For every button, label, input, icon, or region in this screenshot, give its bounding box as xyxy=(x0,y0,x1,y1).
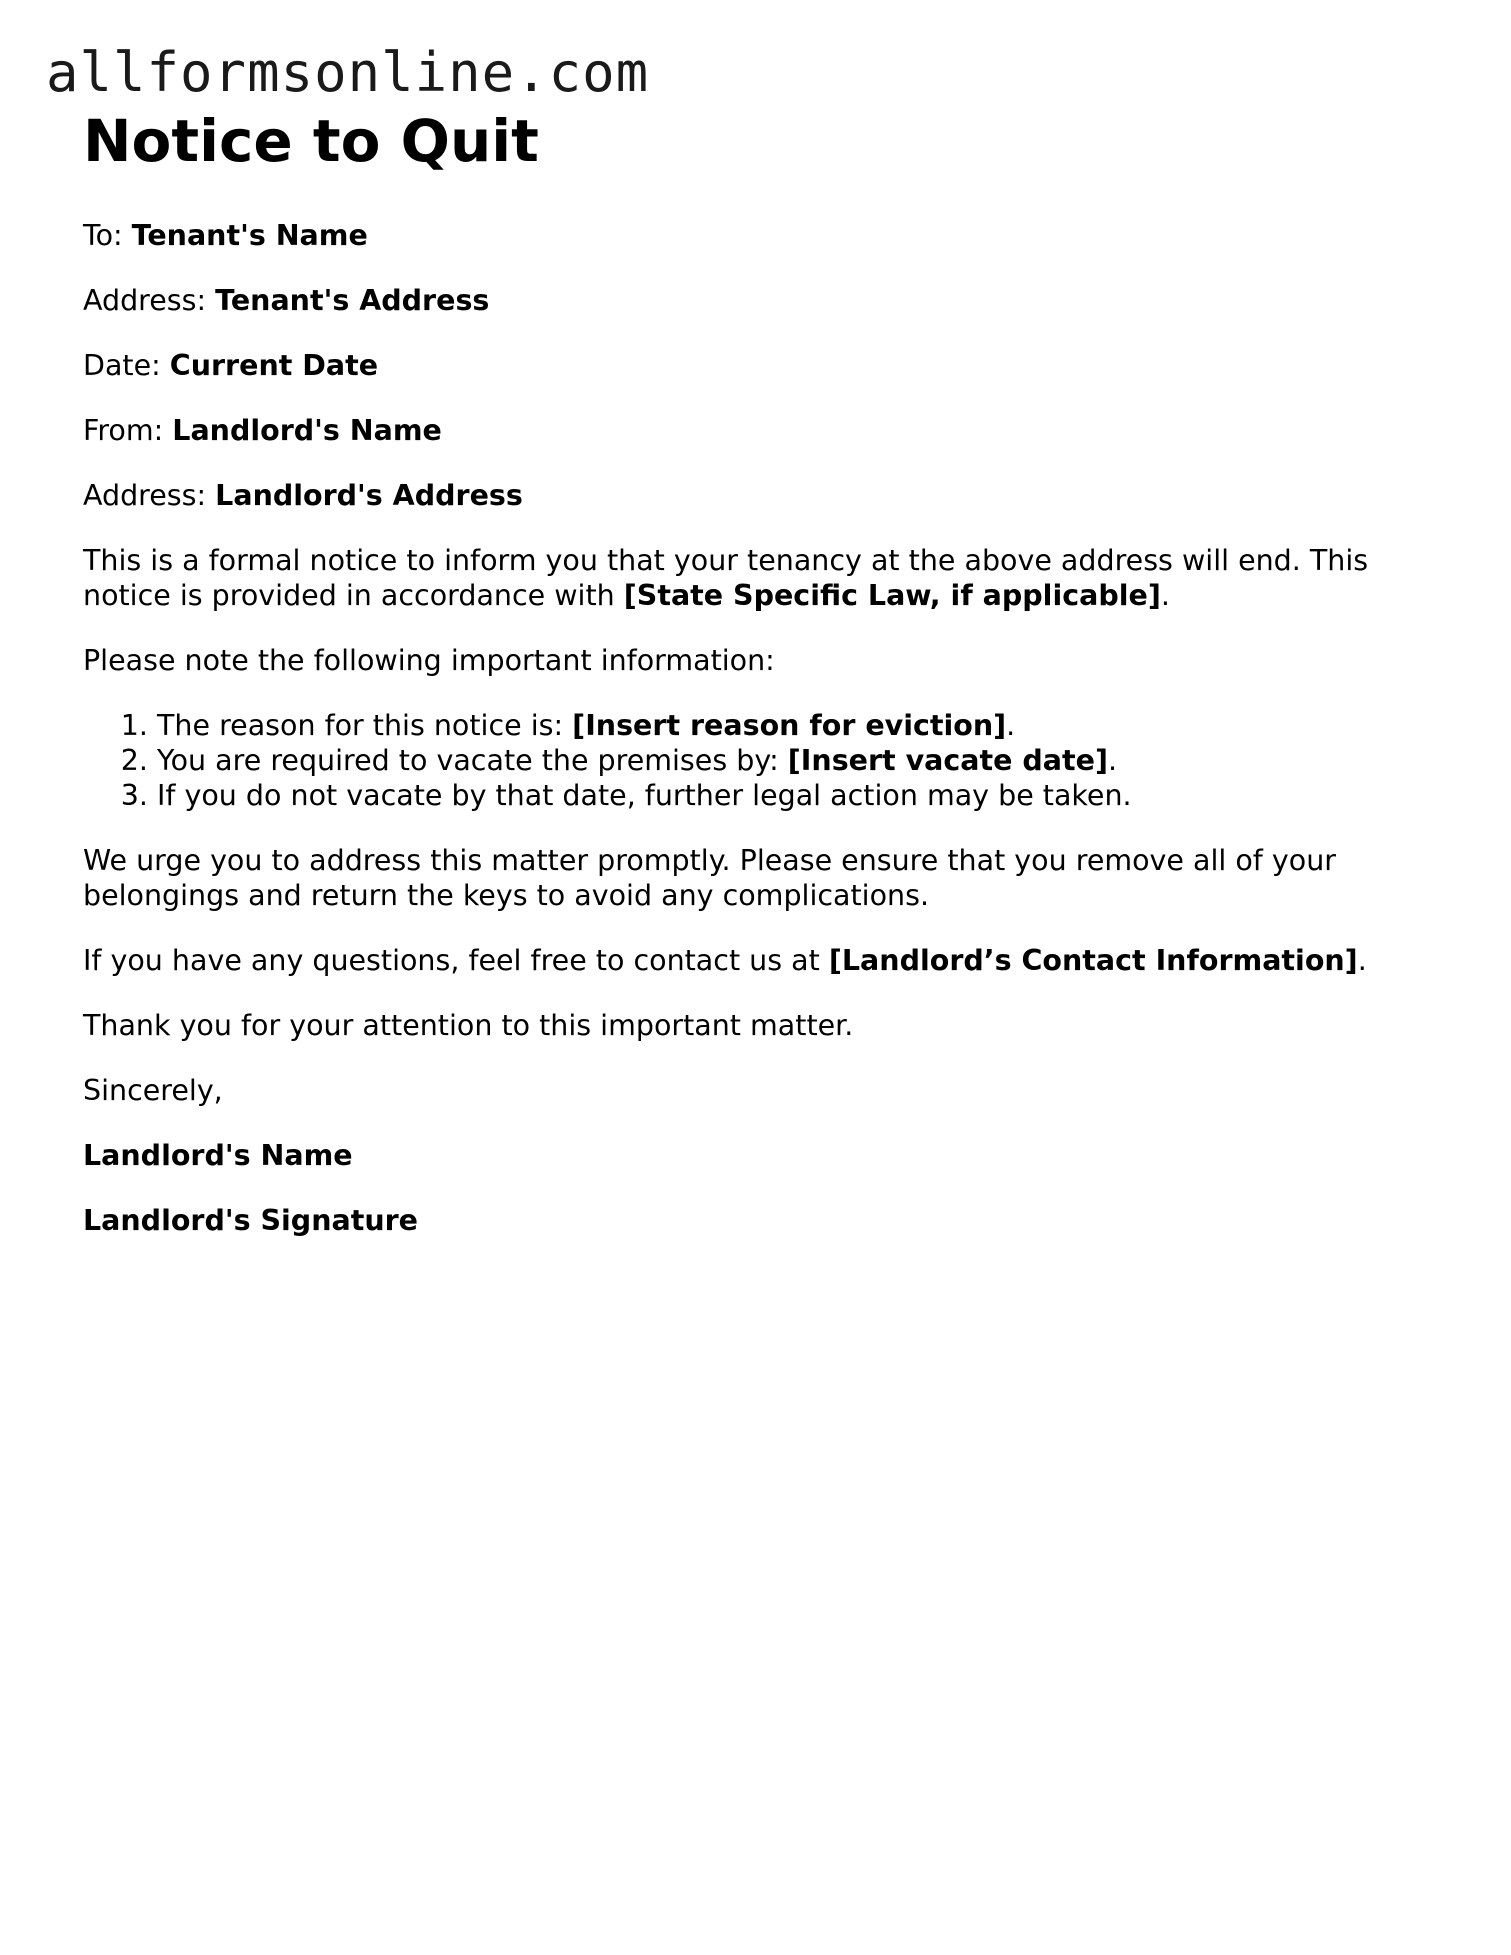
signature-line xyxy=(83,1203,1423,1238)
contact-text: If you have any questions, feel free to contact us at xyxy=(83,944,820,977)
field-from-label: From: xyxy=(83,414,164,447)
contact-end: . xyxy=(1357,944,1367,977)
field-date-label: Date: xyxy=(83,349,161,382)
field-landlord-address-label: Address: xyxy=(83,479,207,512)
field-to-label: To: xyxy=(83,219,123,252)
urge-paragraph: We urge you to address this matter promptly. Please ensure that you remove all of your belongings and return the keys to avoid any complications. xyxy=(83,844,1336,912)
signature-text: Landlord's Signature xyxy=(83,1204,419,1237)
list-item-bold: [Insert vacate date] xyxy=(787,744,1109,777)
field-landlord-address xyxy=(83,478,1423,513)
field-from xyxy=(83,413,1423,448)
intro-text: This is a formal notice to inform you that your tenancy at the above address will end. This notice is provided in accordance with xyxy=(83,544,1369,612)
list-item-text: The reason for this notice is: xyxy=(157,709,564,742)
list-item-text: You are required to vacate the premises by: xyxy=(157,744,779,777)
thanks-paragraph: Thank you for your attention to this important matter. xyxy=(83,1009,854,1042)
watermark-logo: allformsonline.com xyxy=(46,41,650,104)
contact-info: [Landlord’s Contact Information] xyxy=(828,944,1358,977)
signer-name xyxy=(83,1138,1423,1173)
field-to-value: Tenant's Name xyxy=(131,219,368,252)
list-item-bold: [Insert reason for eviction] xyxy=(572,709,1007,742)
list-item-text: If you do not vacate by that date, further legal action may be taken. xyxy=(157,779,1132,812)
list-item-end: . xyxy=(1108,744,1118,777)
page-title: Notice to Quit xyxy=(83,107,539,175)
field-tenant-address xyxy=(83,283,1423,318)
intro-paragraph xyxy=(83,543,1423,613)
requirements-list xyxy=(83,708,1423,813)
list-item xyxy=(157,778,1423,813)
field-to xyxy=(83,218,1423,253)
document-body xyxy=(83,104,1423,1238)
field-tenant-address-label: Address: xyxy=(83,284,207,317)
intro-end: . xyxy=(1160,579,1170,612)
contact-paragraph xyxy=(83,943,1423,978)
field-from-value: Landlord's Name xyxy=(172,414,442,447)
field-tenant-address-value: Tenant's Address xyxy=(215,284,490,317)
intro-law: [State Specific Law, if applicable] xyxy=(623,579,1161,612)
field-date xyxy=(83,348,1423,383)
list-item xyxy=(157,708,1423,743)
list-item xyxy=(157,743,1423,778)
list-item-end: . xyxy=(1006,709,1016,742)
field-date-value: Current Date xyxy=(169,349,379,382)
signer-name-text: Landlord's Name xyxy=(83,1139,353,1172)
closing: Sincerely, xyxy=(83,1074,223,1107)
note-heading: Please note the following important information: xyxy=(83,644,775,677)
field-landlord-address-value: Landlord's Address xyxy=(215,479,523,512)
